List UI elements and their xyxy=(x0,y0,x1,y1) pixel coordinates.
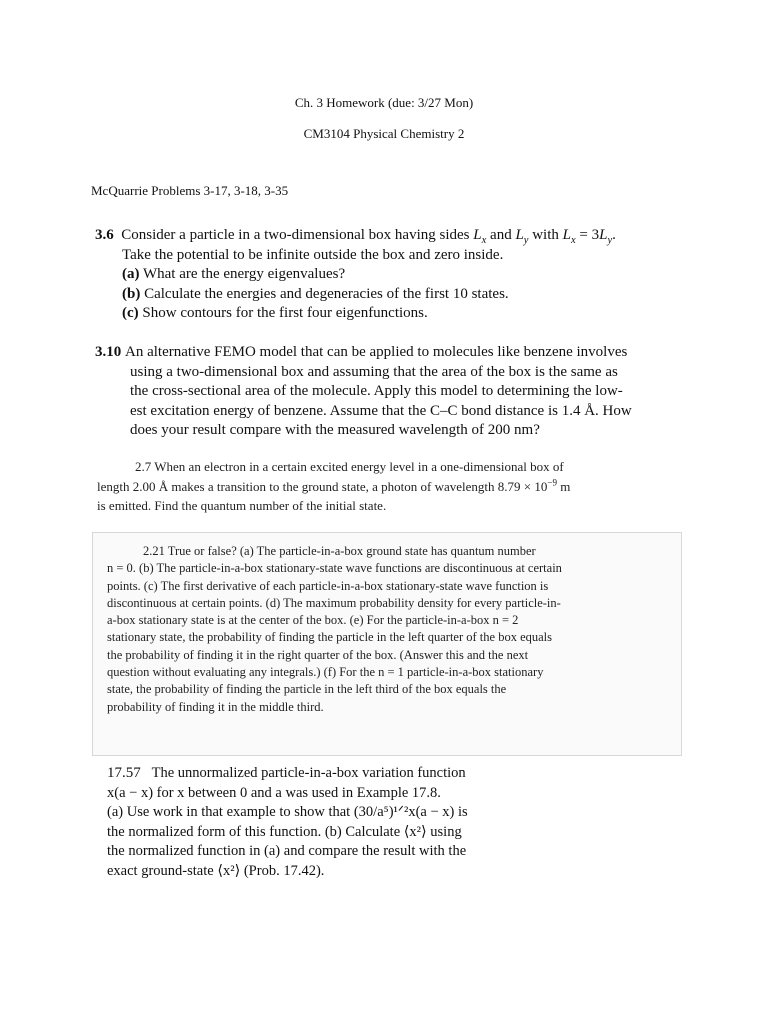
problem-number: 17.57 xyxy=(107,765,141,781)
course-title: CM3104 Physical Chemistry 2 xyxy=(303,126,465,141)
problem-text: Consider a particle in a two-dimensional box having sides $L_x$ and $L_y$ with $L_x = 3L_y$. xyxy=(121,227,616,246)
problem-17-57: 17.57 The unnormalized particle-in-a-box variation function x(a − x) for x between 0 and a was used in Example 17.8. (a) Use work in that example to show that (30/a⁵)¹ᐟ²x(a − x) is the normalized form of this function. (b) Calculate ⟨x²⟩ using the normalized function in (a) and compare the result with the exact ground-state ⟨x²⟩ (Prob. 17.42). xyxy=(107,765,468,879)
problem-number: 3.6 xyxy=(95,227,114,243)
homework-title: Ch. 3 Homework (due: 3/27 Mon) xyxy=(294,95,474,110)
problem-text: Take the potential to be infinite outside the box and zero inside. xyxy=(122,246,504,263)
problem-number: 3.10 xyxy=(95,344,122,360)
part-b: (b) Calculate the energies and degeneracies of the first 10 states. xyxy=(122,285,509,302)
problem-2-7: 2.7 When an electron in a certain excited energy level in a one-dimensional box of length 2.00 Å makes a transition to the ground state, a photon of wavelength $8.79 \times 10^{-9}$ m is emitted. Find the quantum number of the initial state. xyxy=(97,459,571,513)
problem-3-10: 3.10 An alternative FEMO model that can be applied to molecules like benzene involves using a two-dimensional box and assuming that the area of the box is the same as the cross-sectional area of the molecule. Apply this model to determining the low- est excitation energy of benzene. Assume that the C–C bond distance is 1.4 Å. How does your result compare with the measured wavelength of 200 nm? xyxy=(95,344,632,438)
part-c: (c) Show contours for the first four eigenfunctions. xyxy=(122,305,428,321)
problem-2-21: 2.21 True or false? (a) The particle-in-a-box ground state has quantum number n = 0. (b) The particle-in-a-box stationary-state wave functions are discontinuous at certain points. (c) The first derivative of each particle-in-a-box stationary-state wave function is discontinuous at certain points. (d) The maximum probability density for every particle-in- a-box stationary state is at the center of the box. (e) For the particle-in-a-box n = 2 stationary state, the probability of finding the particle in the left quarter of the box equals the probability of finding it in the right quarter of the box. (Answer this and the next question without evaluating any integrals.) (f) For the n = 1 particle-in-a-box stationary state, the probability of finding the particle in the left third of the box equals the probability of finding it in the middle third. xyxy=(107,544,562,714)
problem-3-6 xyxy=(95,226,680,324)
assignment-line: McQuarrie Problems 3-17, 3-18, 3-35 xyxy=(91,183,289,198)
part-a: (a) What are the energy eigenvalues? xyxy=(122,266,346,282)
